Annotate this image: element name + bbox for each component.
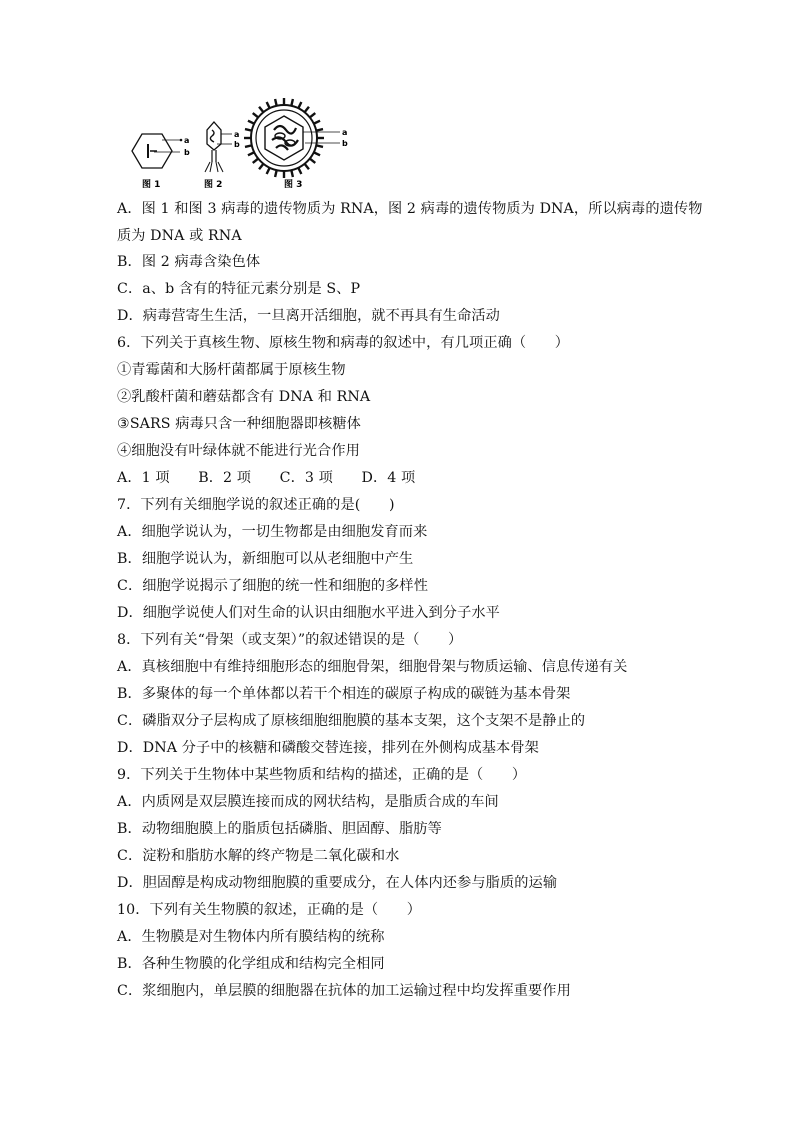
option-8d: D．DNA 分子中的核糖和磷酸交替连接，排列在外侧构成基本骨架 (117, 740, 539, 756)
question-6: 6．下列关于真核生物、原核生物和病毒的叙述中，有几项正确（ ） (117, 335, 570, 351)
option-8b: B．多聚体的每一个单体都以若干个相连的碳原子构成的碳链为基本骨架 (117, 686, 571, 702)
option-7a: A．细胞学说认为，一切生物都是由细胞发育而来 (117, 524, 428, 540)
option-9b: B．动物细胞膜上的脂质包括磷脂、胆固醇、脂肪等 (117, 821, 442, 837)
fig1-caption: 图 1 (142, 180, 161, 190)
option-7c: C．细胞学说揭示了细胞的统一性和细胞的多样性 (117, 578, 428, 594)
option-10a: A．生物膜是对生物体内所有膜结构的统称 (117, 929, 385, 945)
q6-statement-4: ④细胞没有叶绿体就不能进行光合作用 (117, 443, 360, 459)
option-8a: A．真核细胞中有维持细胞形态的细胞骨架，细胞骨架与物质运输、信息传递有关 (117, 659, 628, 675)
option-9d: D．胆固醇是构成动物细胞膜的重要成分，在人体内还参与脂质的运输 (117, 875, 558, 891)
option-10b: B．各种生物膜的化学组成和结构完全相同 (117, 956, 385, 972)
fig3-label-b: b (342, 139, 348, 148)
q6-statement-1: ①青霉菌和大肠杆菌都属于原核生物 (117, 362, 346, 378)
option-7d: D．细胞学说使人们对生命的认识由细胞水平进入到分子水平 (117, 605, 500, 621)
option-10c: C．浆细胞内，单层膜的细胞器在抗体的加工运输过程中均发挥重要作用 (117, 983, 571, 999)
question-10: 10．下列有关生物膜的叙述，正确的是（ ） (117, 902, 422, 918)
fig2-caption: 图 2 (204, 180, 223, 190)
virus-diagrams (124, 96, 364, 192)
fig2-label-b: b (234, 140, 240, 149)
option-9c: C．淀粉和脂肪水解的终产物是二氧化碳和水 (117, 848, 400, 864)
option-5a-line2: 质为 DNA 或 RNA (117, 228, 242, 244)
option-5d: D．病毒营寄生生活，一旦离开活细胞，就不再具有生命活动 (117, 308, 500, 324)
q6-options: A．1 项 B．2 项 C．3 项 D．4 项 (117, 470, 416, 486)
question-9: 9．下列关于生物体中某些物质和结构的描述，正确的是（ ） (117, 767, 527, 783)
option-5a-line1: A．图 1 和图 3 病毒的遗传物质为 RNA，图 2 病毒的遗传物质为 DNA，所以病毒的遗传物 (117, 201, 703, 217)
fig3-label-a: a (342, 128, 348, 137)
option-7b: B．细胞学说认为，新细胞可以从老细胞中产生 (117, 551, 414, 567)
option-9a: A．内质网是双层膜连接而成的网状结构，是脂质合成的车间 (117, 794, 499, 810)
virus-figure-3 (244, 98, 340, 178)
virus-figure-1 (132, 134, 182, 168)
fig3-caption: 图 3 (284, 180, 303, 190)
fig2-label-a: a (234, 130, 240, 139)
virus-figure-2 (205, 122, 232, 172)
q6-statement-2: ②乳酸杆菌和蘑菇都含有 DNA 和 RNA (117, 389, 371, 405)
question-7: 7．下列有关细胞学说的叙述正确的是( ) (117, 497, 395, 513)
fig1-label-a: a (184, 136, 190, 145)
option-5b: B．图 2 病毒含染色体 (117, 254, 261, 270)
fig1-label-b: b (184, 148, 190, 157)
virus-figure (124, 96, 364, 192)
question-8: 8．下列有关“骨架（或支架）”的叙述错误的是（ ） (117, 632, 463, 648)
option-5c: C．a、b 含有的特征元素分别是 S、P (117, 281, 361, 297)
option-8c: C．磷脂双分子层构成了原核细胞细胞膜的基本支架，这个支架不是静止的 (117, 713, 586, 729)
q6-statement-3: ③SARS 病毒只含一种细胞器即核糖体 (117, 416, 361, 432)
